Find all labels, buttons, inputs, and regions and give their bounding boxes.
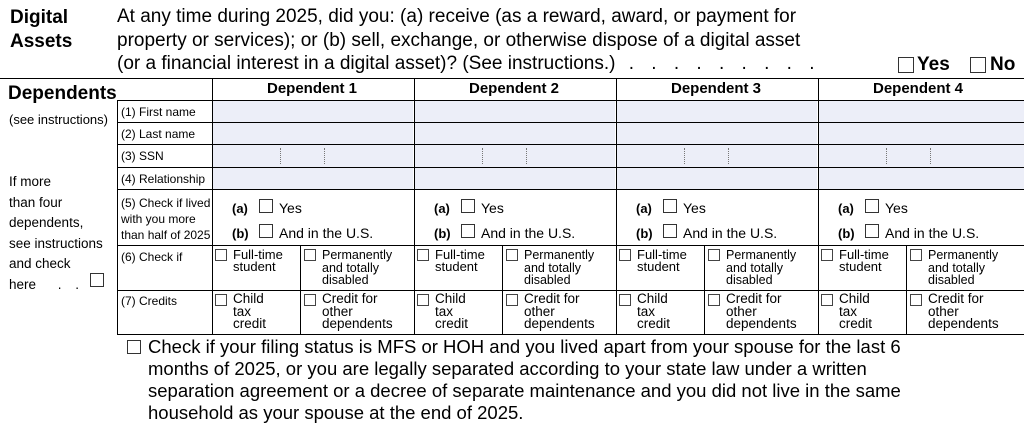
ctc-line: Child [839, 291, 870, 306]
other-dependents-credit-label [524, 293, 595, 331]
question-line3: (or a financial interest in a digital asset)? (See instructions.) [117, 53, 616, 74]
digital-assets-title [10, 6, 72, 54]
ssn-separator [324, 148, 326, 164]
digital-assets-question [117, 5, 820, 76]
disabled-line: Permanently [322, 248, 393, 262]
dependent-2-student-checkbox[interactable] [417, 249, 429, 261]
student-label [435, 249, 485, 273]
option-b-text: And in the U.S. [481, 225, 576, 241]
dependent-3-header: Dependent 3 [670, 80, 761, 97]
table-rule [117, 100, 1024, 101]
table-rule [117, 189, 1024, 190]
option-b-text: And in the U.S. [683, 225, 778, 241]
student-line: student [233, 259, 276, 274]
student-line: student [839, 259, 882, 274]
odc-line: dependents [726, 316, 797, 331]
odc-line: other [524, 303, 555, 319]
section-divider [0, 78, 1024, 79]
student-label [233, 249, 283, 273]
disabled-label [726, 249, 796, 287]
table-rule [616, 78, 617, 335]
ctc-line: credit [839, 316, 873, 331]
dependent-2-relationship-field[interactable] [415, 168, 615, 189]
student-line: student [435, 259, 478, 274]
note-line: here [9, 276, 37, 292]
dependent-1-header: Dependent 1 [266, 80, 357, 97]
odc-line: Credit for [524, 291, 580, 306]
option-b-text: And in the U.S. [885, 225, 980, 241]
ctc-line: credit [233, 316, 267, 331]
student-line: Full-time [637, 247, 687, 262]
disabled-line: disabled [928, 273, 975, 287]
lived-line: than half of 2025 [121, 228, 211, 242]
table-rule [502, 245, 503, 335]
mfs-hoh-line: Check if your filing status is MFS or HOH and you lived apart from your spouse for the last 6 [148, 336, 901, 357]
disabled-line: disabled [726, 273, 773, 287]
ctc-line: Child [637, 291, 668, 306]
option-a-label: (a) [838, 201, 854, 216]
row-label-lived-with-you [121, 195, 210, 243]
lived-line: (5) Check if lived [121, 196, 211, 210]
dependent-1-relationship-field[interactable] [213, 168, 413, 189]
disabled-line: and totally [928, 260, 985, 275]
dependent-3-last-name-field[interactable] [617, 123, 817, 144]
dependent-3-relationship-field[interactable] [617, 168, 817, 189]
odc-line: other [726, 303, 757, 319]
dependent-2-ssn-field[interactable] [415, 145, 615, 167]
dependent-2-last-name-field[interactable] [415, 123, 615, 144]
dependent-3-lived-yes-checkbox[interactable] [663, 199, 677, 213]
dependent-1-last-name-field[interactable] [213, 123, 413, 144]
option-b-label: (b) [838, 226, 855, 241]
disabled-line: and totally [524, 260, 581, 275]
disabled-line: and totally [726, 260, 783, 275]
disabled-label [322, 249, 392, 287]
dependent-1-disabled-checkbox[interactable] [304, 249, 316, 261]
dependent-4-relationship-field[interactable] [819, 168, 1024, 189]
ssn-separator [728, 148, 730, 164]
row-label-ssn: (3) SSN [121, 149, 164, 163]
row-label-relationship: (4) Relationship [121, 172, 206, 186]
dependent-2-us-checkbox[interactable] [461, 224, 475, 238]
other-dependents-credit-label [322, 293, 393, 331]
table-rule [117, 167, 1024, 168]
odc-line: Credit for [726, 291, 782, 306]
odc-line: dependents [322, 316, 393, 331]
table-rule [414, 78, 415, 335]
dependent-3-other-credit-checkbox[interactable] [708, 294, 720, 306]
dependent-1-student-checkbox[interactable] [215, 249, 227, 261]
dependent-1-first-name-field[interactable] [213, 101, 413, 122]
dependent-1-us-checkbox[interactable] [259, 224, 273, 238]
student-line: Full-time [435, 247, 485, 262]
option-a-text: Yes [279, 200, 302, 216]
digital-assets-title-line2: Assets [10, 31, 73, 52]
ctc-line: credit [435, 316, 469, 331]
ctc-line: credit [637, 316, 671, 331]
row-label-first-name: (1) First name [121, 105, 196, 119]
note-dots: . . [57, 276, 85, 292]
dependent-4-us-checkbox[interactable] [865, 224, 879, 238]
student-line: Full-time [233, 247, 283, 262]
option-a-text: Yes [683, 200, 706, 216]
table-rule [704, 245, 705, 335]
dependent-1-ssn-field[interactable] [213, 145, 413, 167]
dependent-3-child-tax-credit-checkbox[interactable] [619, 294, 631, 306]
note-line: than four [9, 194, 63, 210]
lived-line: with you more [121, 212, 196, 226]
dependent-1-lived-yes-checkbox[interactable] [259, 199, 273, 213]
digital-assets-title-line1: Digital [10, 7, 69, 28]
ctc-line: Child [435, 291, 466, 306]
mfs-hoh-line: household as your spouse at the end of 2025. [148, 402, 524, 423]
note-line: If more [9, 174, 52, 189]
dependent-4-lived-yes-checkbox[interactable] [865, 199, 879, 213]
question-line1: At any time during 2025, did you: (a) receive (as a reward, award, or payment for [117, 6, 797, 27]
option-a-text: Yes [481, 200, 504, 216]
digital-assets-yes-checkbox[interactable] [898, 57, 914, 73]
dependent-4-first-name-field[interactable] [819, 101, 1024, 122]
dependents-see-instructions: (see instructions) [9, 112, 108, 127]
dependent-2-disabled-checkbox[interactable] [506, 249, 518, 261]
leader-dots: . . . . . . . . . [628, 53, 821, 74]
digital-assets-no-checkbox[interactable] [970, 57, 986, 73]
disabled-line: Permanently [524, 248, 595, 262]
dependent-2-header: Dependent 2 [468, 80, 559, 97]
table-rule [117, 100, 118, 335]
mfs-hoh-line: months of 2025, or you are legally separated according to your state law under a written [148, 358, 867, 379]
note-line: dependents, [9, 215, 84, 230]
other-dependents-credit-label [726, 293, 797, 331]
dependent-3-ssn-field[interactable] [617, 145, 817, 167]
ssn-separator [684, 148, 686, 164]
dependent-4-student-checkbox[interactable] [821, 249, 833, 261]
disabled-line: disabled [524, 273, 571, 287]
odc-line: Credit for [322, 291, 378, 306]
option-b-label: (b) [232, 226, 249, 241]
dependent-4-disabled-checkbox[interactable] [910, 249, 922, 261]
ctc-line: tax [839, 303, 858, 319]
option-b-text: And in the U.S. [279, 225, 374, 241]
row-label-credits: (7) Credits [121, 294, 178, 308]
table-rule [117, 245, 1024, 246]
disabled-label [928, 249, 998, 287]
note-line: see instructions [9, 235, 103, 251]
ctc-line: tax [233, 303, 252, 319]
child-tax-credit-label [435, 293, 468, 331]
other-dependents-credit-label [928, 293, 999, 331]
option-a-label: (a) [434, 201, 450, 216]
more-dependents-note [9, 172, 103, 295]
odc-line: other [322, 303, 353, 319]
mfs-hoh-lived-apart-checkbox[interactable] [127, 340, 141, 354]
dependent-3-student-checkbox[interactable] [619, 249, 631, 261]
student-label [637, 249, 687, 273]
dependent-3-first-name-field[interactable] [617, 101, 817, 122]
disabled-label [524, 249, 594, 287]
ctc-line: Child [233, 291, 264, 306]
disabled-line: Permanently [928, 248, 999, 262]
ssn-separator [482, 148, 484, 164]
option-a-text: Yes [885, 200, 908, 216]
option-a-label: (a) [232, 201, 248, 216]
table-rule [212, 78, 213, 335]
child-tax-credit-label [839, 293, 872, 331]
dependent-1-other-credit-checkbox[interactable] [304, 294, 316, 306]
dependent-3-us-checkbox[interactable] [663, 224, 677, 238]
dependent-4-header: Dependent 4 [872, 80, 963, 97]
child-tax-credit-label [233, 293, 266, 331]
odc-line: Credit for [928, 291, 984, 306]
more-than-four-dependents-checkbox[interactable] [90, 273, 104, 287]
ssn-separator [886, 148, 888, 164]
dependent-2-lived-yes-checkbox[interactable] [461, 199, 475, 213]
ssn-separator [280, 148, 282, 164]
table-rule [300, 245, 301, 335]
dependent-2-first-name-field[interactable] [415, 101, 615, 122]
disabled-line: Permanently [726, 248, 797, 262]
disabled-line: disabled [322, 273, 369, 287]
dependent-1-child-tax-credit-checkbox[interactable] [215, 294, 227, 306]
option-a-label: (a) [636, 201, 652, 216]
dependent-3-disabled-checkbox[interactable] [708, 249, 720, 261]
dependent-4-child-tax-credit-checkbox[interactable] [821, 294, 833, 306]
question-line2: property or services); or (b) sell, exchange, or otherwise dispose of a digital asset [117, 29, 801, 51]
dependent-4-ssn-field[interactable] [819, 145, 1024, 167]
digital-assets-no-label: No [990, 54, 1016, 75]
dependent-2-child-tax-credit-checkbox[interactable] [417, 294, 429, 306]
ctc-line: tax [637, 303, 656, 319]
mfs-hoh-line: separation agreement or a decree of separate maintenance and you did not live in the same [148, 380, 901, 401]
row-label-last-name: (2) Last name [121, 127, 196, 141]
odc-line: other [928, 303, 959, 319]
dependents-title: Dependents [8, 83, 117, 104]
student-label [839, 249, 889, 273]
dependent-2-other-credit-checkbox[interactable] [506, 294, 518, 306]
ctc-line: tax [435, 303, 454, 319]
table-rule [117, 334, 1024, 335]
student-line: Full-time [839, 247, 889, 262]
digital-assets-yes-label: Yes [917, 54, 950, 75]
table-rule [117, 122, 1024, 123]
option-b-label: (b) [636, 226, 653, 241]
odc-line: dependents [524, 316, 595, 331]
odc-line: dependents [928, 316, 999, 331]
dependent-4-last-name-field[interactable] [819, 123, 1024, 144]
student-line: student [637, 259, 680, 274]
table-rule [117, 144, 1024, 145]
table-rule [906, 245, 907, 335]
disabled-line: and totally [322, 260, 379, 275]
ssn-separator [930, 148, 932, 164]
table-rule [818, 78, 819, 335]
ssn-separator [526, 148, 528, 164]
note-line: and check [9, 256, 71, 271]
dependent-4-other-credit-checkbox[interactable] [910, 294, 922, 306]
child-tax-credit-label [637, 293, 670, 331]
option-b-label: (b) [434, 226, 451, 241]
mfs-hoh-statement [148, 336, 901, 424]
row-label-check-if: (6) Check if [121, 250, 183, 264]
